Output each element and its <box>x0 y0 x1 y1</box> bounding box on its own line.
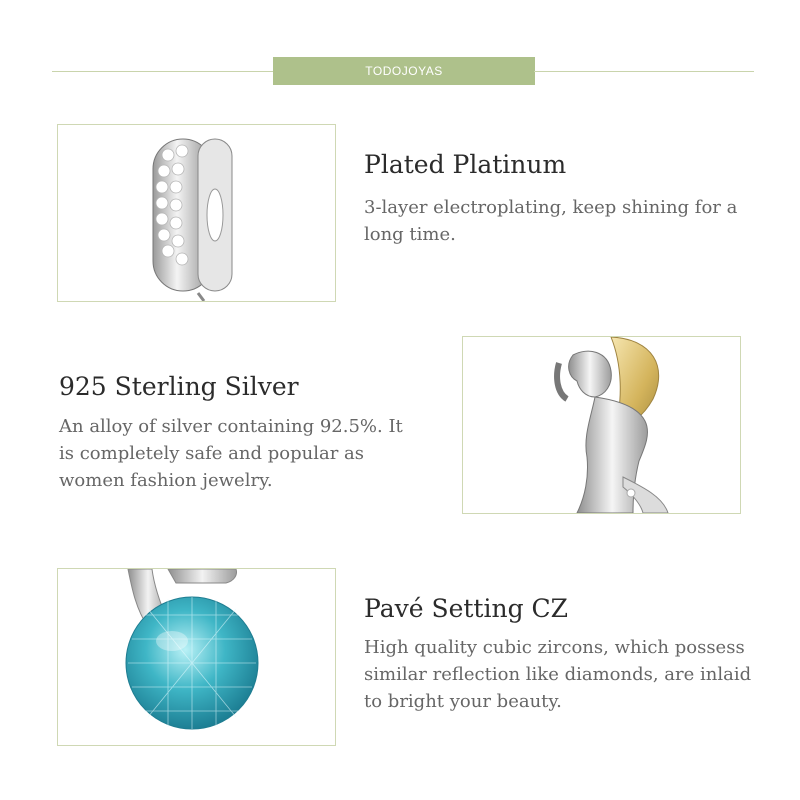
header-line-right <box>534 71 754 72</box>
header-line-left <box>52 71 274 72</box>
feature-description-sterling-silver: An alloy of silver containing 92.5%. It is completely safe and popular as women fashion jewelry. <box>59 416 403 491</box>
feature-image-pave-setting <box>57 568 336 746</box>
feature-image-sterling-silver <box>462 336 741 514</box>
blue-crystal-icon <box>58 569 335 745</box>
feature-image-plated-platinum <box>57 124 336 302</box>
feature-title-sterling-silver: 925 Sterling Silver <box>59 372 299 401</box>
fairy-charm-icon <box>463 337 740 513</box>
feature-title-plated-platinum: Plated Platinum <box>364 150 567 179</box>
brand-badge: TODOJOYAS <box>273 57 535 85</box>
feature-description-plated-platinum: 3-layer electroplating, keep shining for a long time. <box>364 197 738 245</box>
spacer-charm-icon <box>58 125 335 301</box>
feature-description-pave-setting: High quality cubic zircons, which possess similar reflection like diamonds, are inlaid to bright your beauty. <box>364 637 752 712</box>
feature-title-pave-setting: Pavé Setting CZ <box>364 594 569 623</box>
